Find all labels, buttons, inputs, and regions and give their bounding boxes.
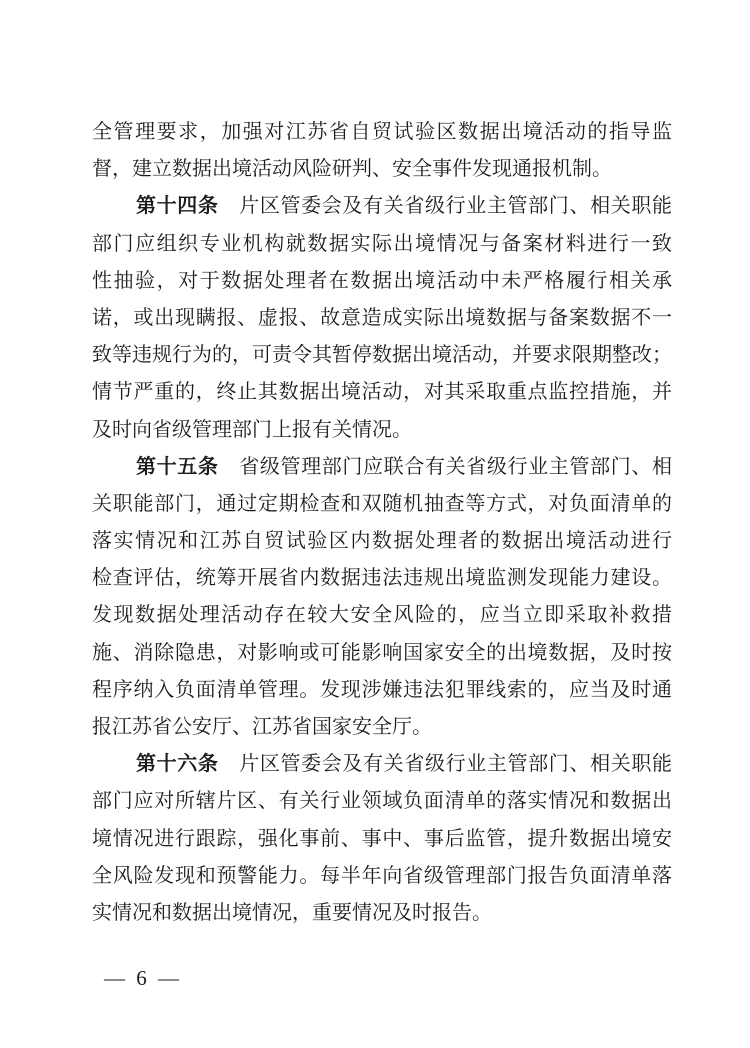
document-line [92, 672, 672, 709]
line-text: 片区管委会及有关省级行业主管部门、相关职能 [218, 753, 672, 776]
document-line [92, 858, 672, 895]
document-text-block [92, 114, 672, 932]
line-text: 性抽验，对于数据处理者在数据出境活动中未严格履行相关承 [92, 269, 672, 292]
document-line [92, 263, 672, 300]
document-line [92, 114, 672, 151]
line-text: 报江苏省公安厅、江苏省国家安全厅。 [92, 716, 432, 738]
line-text: 检查评估，统筹开展省内数据违法违规出境监测发现能力建设。 [92, 567, 672, 590]
document-line [92, 374, 672, 411]
line-text: 部门应组织专业机构就数据实际出境情况与备案材料进行一致 [92, 232, 672, 255]
line-text: 及时向省级管理部门上报有关情况。 [92, 418, 412, 441]
line-text: 致等违规行为的，可责令其暂停数据出境活动，并要求限期整改； [92, 344, 672, 367]
line-text: 部门应对所辖片区、有关行业领域负面清单的落实情况和数据出 [92, 790, 672, 813]
line-text: 关职能部门，通过定期检查和双随机抽查等方式，对负面清单的 [92, 492, 672, 515]
document-line [92, 746, 672, 783]
line-text: 发现数据处理活动存在较大安全风险的，应当立即采取补救措 [92, 604, 672, 627]
line-text: 诺，或出现瞒报、虚报、故意造成实际出境数据与备案数据不一 [92, 306, 672, 329]
document-line [92, 523, 672, 560]
line-text: 全管理要求，加强对江苏省自贸试验区数据出境活动的指导监 [92, 121, 672, 143]
document-line [92, 188, 672, 225]
document-line [92, 560, 672, 597]
article-heading: 第十五条 [136, 455, 219, 478]
article-heading: 第十四条 [136, 195, 219, 218]
line-text: 片区管委会及有关省级行业主管部门、相关职能 [218, 195, 672, 218]
article-heading: 第十六条 [136, 753, 219, 776]
document-line [92, 635, 672, 672]
line-text: 实情况和数据出境情况，重要情况及时报告。 [92, 901, 492, 924]
document-line [92, 151, 672, 188]
line-text: 境情况进行跟踪，强化事前、事中、事后监管，提升数据出境安 [92, 827, 672, 850]
document-line [92, 783, 672, 820]
document-line [92, 226, 672, 263]
document-line [92, 300, 672, 337]
document-line [92, 337, 672, 374]
document-line [92, 597, 672, 634]
line-text: 情节严重的，终止其数据出境活动，对其采取重点监控措施，并 [92, 381, 672, 404]
line-text: 落实情况和江苏自贸试验区内数据处理者的数据出境活动进行 [92, 530, 672, 553]
line-text: 省级管理部门应联合有关省级行业主管部门、相 [218, 455, 672, 478]
line-text: 程序纳入负面清单管理。发现涉嫌违法犯罪线索的，应当及时通 [92, 678, 672, 701]
line-text: 督，建立数据出境活动风险研判、安全事件发现通报机制。 [92, 158, 612, 181]
line-text: 施、消除隐患，对影响或可能影响国家安全的出境数据，及时按 [92, 641, 672, 664]
document-line [92, 895, 672, 932]
document-line [92, 821, 672, 858]
document-line [92, 449, 672, 486]
document-line [92, 486, 672, 523]
document-line [92, 412, 672, 449]
line-text: 全风险发现和预警能力。每半年向省级管理部门报告负面清单落 [92, 864, 672, 887]
document-line [92, 709, 672, 746]
page-number: — 6 — [104, 966, 182, 990]
